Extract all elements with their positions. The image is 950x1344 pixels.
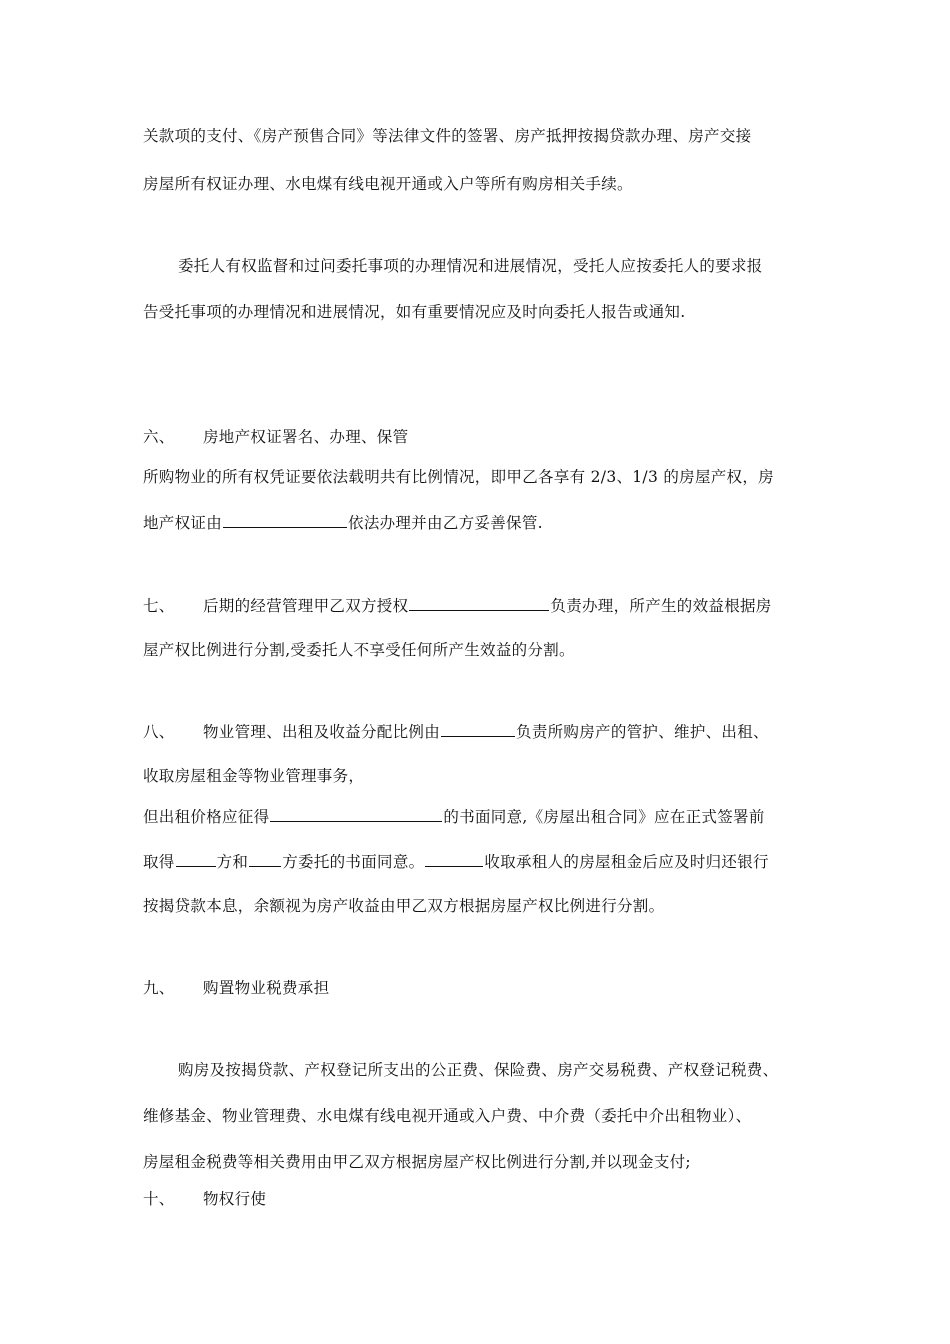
section-7-heading: [143, 595, 772, 616]
text-segment: 的书面同意,《房屋出租合同》应在正式签署前: [443, 808, 765, 826]
fill-in-blank[interactable]: [441, 721, 515, 737]
section-title: 物权行使: [203, 1190, 267, 1208]
paragraph-line: 按揭贷款本息，余额视为房产收益由甲乙双方根据房屋产权比例进行分割。: [143, 897, 665, 915]
section-number: 七、: [143, 597, 175, 615]
text-segment: 依法办理并由乙方妥善保管.: [348, 514, 543, 532]
text-segment: 收取承租人的房屋租金后应及时归还银行: [484, 853, 769, 871]
paragraph-line: [143, 851, 769, 872]
text-segment: 后期的经营管理甲乙双方授权: [203, 597, 409, 615]
section-number: 六、: [143, 428, 175, 446]
section-title: 购置物业税费承担: [203, 979, 330, 997]
text-segment: 物业管理、出租及收益分配比例由: [203, 723, 441, 741]
paragraph-line: [143, 806, 765, 827]
text-segment: 负责办理，所产生的效益根据房: [550, 597, 772, 615]
paragraph-line: 房屋所有权证办理、水电煤有线电视开通或入户等所有购房相关手续。: [143, 175, 633, 193]
fill-in-blank[interactable]: [425, 851, 483, 867]
section-10-heading: [143, 1189, 266, 1209]
text-segment: 方和: [216, 853, 249, 871]
section-6-heading: [143, 427, 408, 447]
paragraph-line: [143, 512, 543, 533]
paragraph-line: 所购物业的所有权凭证要依法载明共有比例情况，即甲乙各享有 2/3、1/3 的房屋产权，房: [143, 468, 774, 486]
text-segment: 地产权证由: [143, 514, 223, 532]
paragraph-line: 购房及按揭贷款、产权登记所支出的公正费、保险费、房产交易税费、产权登记税费、: [178, 1061, 779, 1079]
text-segment: 但出租价格应征得: [143, 808, 270, 826]
paragraph-line: 告受托事项的办理情况和进展情况，如有重要情况应及时向委托人报告或通知.: [143, 303, 686, 321]
paragraph-line: 维修基金、物业管理费、水电煤有线电视开通或入户费、中介费（委托中介出租物业）、: [143, 1107, 752, 1125]
section-number: 九、: [143, 979, 175, 997]
fill-in-blank[interactable]: [249, 851, 281, 867]
section-title: 房地产权证署名、办理、保管: [203, 428, 409, 446]
fill-in-blank[interactable]: [176, 851, 216, 867]
paragraph-line: 房屋租金税费等相关费用由甲乙双方根据房屋产权比例进行分割,并以现金支付;: [143, 1153, 691, 1171]
fill-in-blank[interactable]: [409, 595, 549, 611]
text-segment: 取得: [143, 853, 175, 871]
text-segment: 方委托的书面同意。: [282, 853, 425, 871]
paragraph-line: 收取房屋租金等物业管理事务，: [143, 767, 365, 785]
fill-in-blank[interactable]: [223, 512, 347, 528]
section-8-heading: [143, 721, 769, 742]
paragraph-line: 关款项的支付、《房产预售合同》等法律文件的签署、房产抵押按揭贷款办理、房产交接: [143, 127, 752, 145]
text-segment: 负责所购房产的管护、维护、出租、: [516, 723, 769, 741]
paragraph-line: 委托人有权监督和过问委托事项的办理情况和进展情况，受托人应按委托人的要求报: [178, 257, 763, 275]
paragraph-line: 屋产权比例进行分割,受委托人不享受任何所产生效益的分割。: [143, 641, 575, 659]
section-number: 十、: [143, 1190, 175, 1208]
section-9-heading: [143, 978, 329, 998]
fill-in-blank[interactable]: [270, 806, 442, 822]
section-number: 八、: [143, 723, 175, 741]
